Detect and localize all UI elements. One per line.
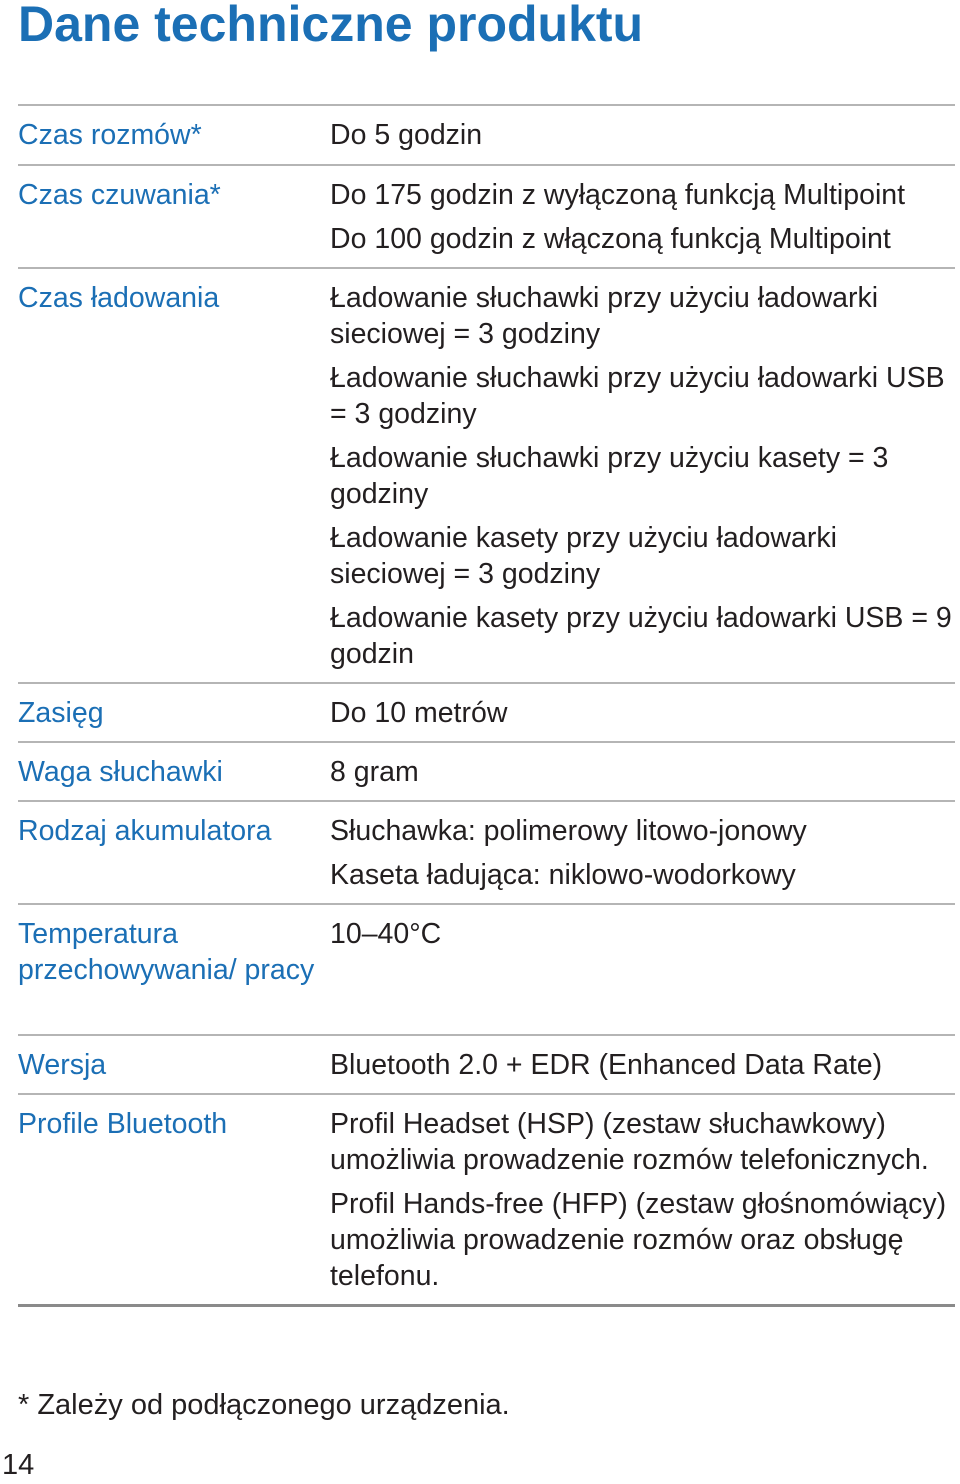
spec-values: [330, 1106, 955, 1294]
spec-label: Waga słuchawki: [18, 756, 223, 788]
spec-values: [330, 754, 955, 790]
spec-value: Ładowanie słuchawki przy użyciu ładowarki USB = 3 godziny: [330, 362, 945, 430]
spec-values: [330, 916, 955, 952]
page-number: 14: [2, 1449, 35, 1481]
spec-row-battery-type: [18, 802, 955, 905]
page-title: Dane techniczne produktu: [18, 0, 644, 52]
spec-value: Do 175 godzin z wyłączoną funkcją Multipoint: [330, 179, 906, 211]
spec-value: Bluetooth 2.0 + EDR (Enhanced Data Rate): [330, 1049, 883, 1081]
spec-label: Wersja: [18, 1049, 107, 1081]
spec-value: Profil Hands-free (HFP) (zestaw głośnomówiący) umożliwia prowadzenie rozmów oraz obsługę telefonu.: [330, 1188, 947, 1292]
spec-value: Do 100 godzin z włączoną funkcją Multipoint: [330, 223, 891, 255]
spec-values: [330, 177, 955, 257]
spec-values: [330, 1047, 955, 1083]
spec-row-bluetooth-profiles: [18, 1095, 955, 1307]
spec-row-talk-time: [18, 106, 955, 166]
spec-label: Rodzaj akumulatora: [18, 815, 272, 847]
spec-value: Ładowanie słuchawki przy użyciu ładowarki sieciowej = 3 godziny: [330, 282, 879, 350]
footnote: * Zależy od podłączonego urządzenia.: [18, 1389, 510, 1421]
spec-value: Kaseta ładująca: niklowo-wodorkowy: [330, 859, 796, 891]
spec-label: Czas czuwania*: [18, 179, 221, 211]
spec-row-version: [18, 1036, 955, 1095]
spec-label: Czas rozmów*: [18, 119, 202, 151]
spec-values: [330, 695, 955, 731]
spec-label: Zasięg: [18, 697, 104, 729]
spec-value: Ładowanie kasety przy użyciu ładowarki USB = 9 godzin: [330, 602, 952, 670]
spec-values: [330, 813, 955, 893]
spec-row-range: [18, 684, 955, 743]
spec-label: Temperatura przechowywania/ pracy: [18, 918, 315, 986]
spec-value: 8 gram: [330, 756, 419, 788]
spec-values: [330, 117, 955, 153]
spec-table: [18, 104, 955, 1307]
spec-value: Ładowanie słuchawki przy użyciu kasety = 3 godziny: [330, 442, 889, 510]
spec-row-temperature: [18, 905, 955, 1036]
spec-label: Profile Bluetooth: [18, 1108, 228, 1140]
spec-values: [330, 280, 955, 672]
spec-value: Słuchawka: polimerowy litowo-jonowy: [330, 815, 807, 847]
spec-row-weight: [18, 743, 955, 802]
spec-value: Ładowanie kasety przy użyciu ładowarki sieciowej = 3 godziny: [330, 522, 837, 590]
spec-row-charging-time: [18, 269, 955, 684]
spec-value: Profil Headset (HSP) (zestaw słuchawkowy) umożliwia prowadzenie rozmów telefonicznych.: [330, 1108, 929, 1176]
spec-value: 10–40°C: [330, 918, 442, 950]
spec-value: Do 10 metrów: [330, 697, 508, 729]
spec-label: Czas ładowania: [18, 282, 220, 314]
spec-row-standby-time: [18, 166, 955, 269]
spec-value: Do 5 godzin: [330, 119, 483, 151]
